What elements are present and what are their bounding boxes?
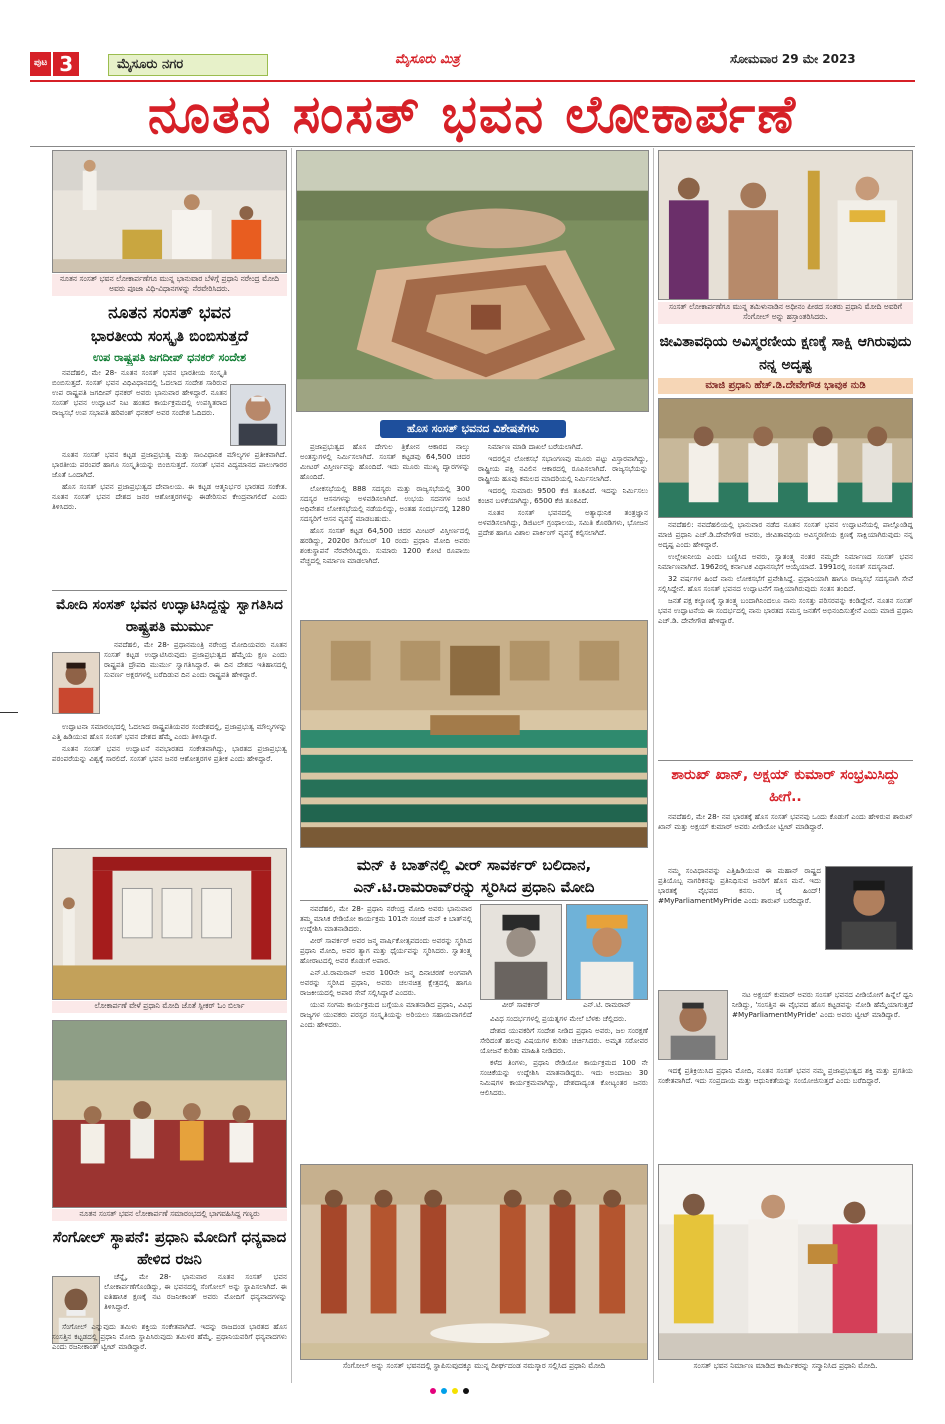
puja-photo (52, 150, 287, 273)
sengol-handover-photo (658, 150, 913, 300)
akshay-kumar-portrait (658, 990, 728, 1060)
story-title: ಶಾರುಖ್ ಖಾನ್, ಅಕ್ಷಯ್ ಕುಮಾರ್ ಸಂಭ್ರಮಿಸಿದ್ದು ಹೀಗೆ.. (671, 767, 900, 805)
lok-sabha-chamber-photo (300, 620, 648, 848)
story-title: ಮನ್ ಕಿ ಬಾತ್‌ನಲ್ಲಿ ವೀರ್ ಸಾವರ್ಕರ್ ಬಲಿದಾನ, (356, 856, 592, 874)
story-body-left: ನವದೆಹಲಿ, ಮೇ 28- ಪ್ರಧಾನಿ ನರೇಂದ್ರ ಮೋದಿ ಅವರು ಭಾನುವಾರ ತಮ್ಮ ಮಾಸಿಕ ರೇಡಿಯೋ ಕಾರ್ಯಕ್ರಮ 101ನೇ ಸಂಚಿಕೆ ಮನ್ ಕಿ ಬಾತ್‌ನಲ್ಲಿ ಉದ್ದೇಶಿಸಿ ಮಾತನಾಡಿದರು. ವೀರ್ ಸಾವರ್ಕರ್ ಅವರ ಜನ್ಮ ವಾರ್ಷಿಕೋತ್ಸವದಂದು ಅವರನ್ನು ಸ್ಮರಿಸಿದ ಪ್ರಧಾನಿ ಮೋದಿ, ಅವರ ತ್ಯಾಗ ಮತ್ತು ಧೈರ್ಯವನ್ನು ಸ್ಮರಿಸಿದರು. ಸ್ವಾತಂತ್ರ್ಯ ಹೋರಾಟದಲ್ಲಿ ಅವರ ಕೊಡುಗೆ ಅಪಾರ. ಎನ್.ಟಿ.ರಾಮರಾವ್ ಅವರ 100ನೇ ಜನ್ಮ ದಿನಾಚರಣೆ ಅಂಗವಾಗಿ ಅವರನ್ನು ಸ್ಮರಿಸಿದ ಪ್ರಧಾನಿ, ಅವರು ಚಲನಚಿತ್ರ ಕ್ಷೇತ್ರದಲ್ಲಿ ಹಾಗೂ ರಾಜಕೀಯದಲ್ಲಿ ಅಪಾರ ಸೇವೆ ಸಲ್ಲಿಸಿದ್ದಾರೆ ಎಂದರು. ಯುವ ಸಂಗಮ ಕಾರ್ಯಕ್ರಮದ ಬಗ್ಗೆಯೂ ಮಾತನಾಡಿದ ಪ್ರಧಾನಿ, ವಿವಿಧ ರಾಜ್ಯಗಳ ಯುವಕರು ಪರಸ್ಪರ ಸಂಸ್ಕೃತಿಯನ್ನು ಅರಿಯಲು ಸಹಾಯವಾಗಲಿದೆ ಎಂದು ಹೇಳಿದರು. (300, 904, 472, 1029)
paper-date: ಸೋಮವಾರ 29 ಮೇ 2023 (730, 52, 856, 66)
story-body: ನಮ್ಮ ಸಂವಿಧಾನವನ್ನು ಎತ್ತಿಹಿಡಿಯುವ ಈ ಮಹಾನ್ ರಾಷ್ಟ್ರದ ಪ್ರತಿಯೊಬ್ಬ ನಾಗರಿಕನನ್ನು ಪ್ರತಿನಿಧಿಸುವ ಜನರಿಗೆ ಹೊಸ ಮನೆ. ಇದು ಭಾರತಕ್ಕೆ ವೈಭವದ ಕನಸು. ಜೈ ಹಿಂದ್! #MyParliamentMyPride ಎಂದು ಶಾರುಖ್ ಬರೆದಿದ್ದಾರೆ. (658, 866, 821, 905)
headline-rule (30, 146, 915, 147)
ntr-label: ಎನ್.ಟಿ. ರಾಮರಾವ್ (583, 1001, 631, 1009)
dhankhar-portrait (230, 384, 286, 446)
story-title: ಭಾರತೀಯ ಸಂಸ್ಕೃತಿ ಬಿಂಬಿಸುತ್ತದೆ (90, 327, 249, 345)
page-label: ಪುಟ (30, 52, 51, 76)
parliament-aerial-photo (296, 150, 649, 412)
story-body: ಇದಕ್ಕೆ ಪ್ರತಿಕ್ರಿಯಿಸಿದ ಪ್ರಧಾನಿ ಮೋದಿ, ನೂತನ ಸಂಸತ್ ಭವನ ನಮ್ಮ ಪ್ರಜಾಪ್ರಭುತ್ವದ ಶಕ್ತಿ ಮತ್ತು ಪ್ರಗತಿಯ ಸಂಕೇತವಾಗಿದೆ. ಇದು ಸಂಪ್ರದಾಯ ಮತ್ತು ಆಧುನಿಕತೆಯನ್ನು ಸಂಯೋಜಿಸುತ್ತದೆ ಎಂದು ಬರೆದಿದ್ದಾರೆ. (658, 1066, 913, 1085)
story-body: ನೂತನ ಸಂಸತ್ ಭವನ ಕಟ್ಟಡ ಪ್ರಜಾಪ್ರಭುತ್ವ ಮತ್ತು ಸಾಂವಿಧಾನಿಕ ಮೌಲ್ಯಗಳ ಪ್ರತೀಕವಾಗಿದೆ. ಭಾರತೀಯ ಪರಂಪರೆ ಹಾಗೂ ಸಂಸ್ಕೃತಿಯನ್ನು ಬಿಂಬಿಸುತ್ತದೆ. ಸಂಸತ್ ಭವನ ವಿದ್ಯಮಾನದ ಪಾಲುಗಾರರ ಜೊತೆ ಒಂದಾಗಿದೆ. ಹೊಸ ಸಂಸತ್ ಭವನ ಪ್ರಜಾಪ್ರಭುತ್ವದ ದೇವಾಲಯ. ಈ ಕಟ್ಟಡ ಆತ್ಮನಿರ್ಭರ ಭಾರತದ ಸಂಕೇತ. ನೂತನ ಸಂಸತ್ ಭವನ ದೇಶದ ಜನರ ಆಶೋತ್ತರಗಳನ್ನು ಈಡೇರಿಸುವ ಕೇಂದ್ರವಾಗಲಿದೆ ಎಂದು ತಿಳಿಸಿದರು. (52, 450, 287, 511)
story-body: ನವದೆಹಲಿ, ಮೇ 28- ನವ ಭಾರತಕ್ಕೆ ಹೊಸ ಸಂಸತ್ ಭವನವು ಒಂದು ಕೊಡುಗೆ ಎಂದು ಹೇಳಿರುವ ಶಾರುಖ್ ಖಾನ್ ಮತ್ತು ಅಕ್ಷಯ್ ಕುಮಾರ್ ಅವರು ವೀಡಿಯೋ ಟ್ವೀಟ್ ಮಾಡಿದ್ದಾರೆ. (658, 812, 913, 831)
column-divider (291, 148, 292, 1383)
story-title: ಸೆಂಗೋಲ್ ಸ್ಥಾಪನೆ: ಪ್ರಧಾನಿ ಮೋದಿಗೆ ಧನ್ಯವಾದ ಹೇಳಿದ ರಜನಿ (52, 1228, 287, 1268)
column-divider (653, 148, 654, 1383)
plaque-unveiling-photo (52, 848, 287, 1000)
features-body-right: ನಿರ್ಮಾಣ ಮಾಡಿ ದಾಖಲೆ ಬರೆಯಲಾಗಿದೆ. ಇದರಲ್ಲಿನ ಲೋಕಸಭೆ ಸಭಾಂಗಣವು ಮೂರು ಪಟ್ಟು ವಿಸ್ತಾರವಾಗಿದ್ದು, ರಾಷ್ಟ್ರೀಯ ಪಕ್ಷಿ ನವಿಲಿನ ಆಕಾರದಲ್ಲಿ ರೂಪಿಸಲಾಗಿದೆ. ರಾಜ್ಯಸಭೆಯನ್ನು ರಾಷ್ಟ್ರೀಯ ಹೂವು ಕಮಲದ ಮಾದರಿಯಲ್ಲಿ ನಿರ್ಮಿಸಲಾಗಿದೆ. ಇದರಲ್ಲಿ ಸುಮಾರು 9500 ಕೆಜಿ ತೂಕವಿದೆ. ಇದನ್ನು ನಿರ್ಮಿಸಲು ಕಂಚಿನ ಬಳಕೆಯಾಗಿದ್ದು, 6500 ಕೆಜಿ ತೂಕವಿದೆ. ನೂತನ ಸಂಸತ್ ಭವನದಲ್ಲಿ ಅತ್ಯಾಧುನಿಕ ತಂತ್ರಜ್ಞಾನ ಅಳವಡಿಸಲಾಗಿದ್ದು, ಡಿಜಿಟಲ್ ಗ್ರಂಥಾಲಯ, ಸಮಿತಿ ಕೊಠಡಿಗಳು, ಭೋಜನ ಪ್ರದೇಶ ಹಾಗೂ ವಿಶಾಲ ಪಾರ್ಕಿಂಗ್ ವ್ಯವಸ್ಥೆ ಕಲ್ಪಿಸಲಾಗಿದೆ. (478, 442, 648, 537)
story-body-right: ವಿವಿಧ ಸಂದರ್ಭಗಳಲ್ಲಿ ಪ್ರಯತ್ನಗಳ ಮೇಲೆ ಬೆಳಕು ಚೆಲ್ಲಿದರು. ದೇಶದ ಯುವಕರಿಗೆ ಸಂದೇಶ ನೀಡಿದ ಪ್ರಧಾನಿ ಅವರು, ಜಲ ಸಂರಕ್ಷಣೆ ಸೇರಿದಂತೆ ಹಲವು ವಿಷಯಗಳ ಕುರಿತು ಚರ್ಚಿಸಿದರು. ಅಮೃತ ಸರೋವರ ಯೋಜನೆ ಕುರಿತು ಮಾಹಿತಿ ನೀಡಿದರು. ಕಳೆದ ತಿಂಗಳು, ಪ್ರಧಾನಿ ರೇಡಿಯೋ ಕಾರ್ಯಕ್ರಮದ 100 ನೇ ಸಂಚಿಕೆಯನ್ನು ಉದ್ದೇಶಿಸಿ ಮಾತನಾಡಿದ್ದರು. ಇದು ಅಂದಾಜು 30 ನಿಮಿಷಗಳ ಕಾರ್ಯಕ್ರಮವಾಗಿದ್ದು, ದೇಶದಾದ್ಯಂತ ಕೋಟ್ಯಂತರ ಜನರು ಆಲಿಸಿದರು. (480, 1014, 648, 1097)
workers-photo-caption: ಸಂಸತ್ ಭವನ ನಿರ್ಮಾಣ ಮಾಡಿದ ಕಾರ್ಮಿಕರನ್ನು ಸನ್ಮಾನಿಸಿದ ಪ್ರಧಾನಿ ಮೋದಿ. (658, 1361, 913, 1373)
yellow-mark (452, 1388, 458, 1394)
sengol-prostration-photo (300, 1164, 648, 1360)
murmu-portrait (52, 652, 100, 714)
workers-felicitation-photo (658, 1164, 913, 1360)
story-body: ನವದೆಹಲಿ, ಮೇ 28- ನೂತನ ಸಂಸತ್ ಭವನ ಭಾರತೀಯ ಸಂಸ್ಕೃತಿ ಬಿಂಬಿಸುತ್ತದೆ. ಸಂಸತ್ ಭವನ ವಿಧಿವಿಧಾನದಲ್ಲಿ ಓದಲಾದ ಸಂದೇಶ ಸಾರಿರುವ ಉಪ ರಾಷ್ಟ್ರಪತಿ ಜಗದೀಪ್ ಧನಕರ್ ಅವರು ಭಾನುವಾರ ಹೇಳಿದ್ದಾರೆ. ನೂತನ ಸಂಸತ್ ಭವನ ಉದ್ಘಾಟನೆ ನಿಟ ಹಂತದ ಕಾರ್ಯಕ್ರಮದಲ್ಲಿ ಉಪಸ್ಥಿತರಾದ ರಾಜ್ಯಸಭೆ ಉಪ ಸಭಾಪತಿ ಹರಿವಂಶ್ ಧನಕರ್ ಅವರ ಸಂದೇಶ ಓದಿದರು. (52, 368, 227, 417)
story-divider (658, 760, 913, 761)
masthead-rule (30, 80, 915, 82)
page-number: 3 (53, 52, 79, 76)
story-title: ಮೋದಿ ಸಂಸತ್ ಭವನ ಉದ್ಘಾಟಿಸಿದ್ದನ್ನು ಸ್ವಾಗತಿಸಿದ ರಾಷ್ಟ್ರಪತಿ ಮುರ್ಮು (56, 597, 283, 635)
plaque-photo-caption: ಲೋಕಾರ್ಪಣೆ ವೇಳೆ ಪ್ರಧಾನಿ ಮೋದಿ ಜೊತೆ ಸ್ಪೀಕರ್ ಓಂ ಬಿರ್ಲಾ (52, 1001, 287, 1013)
story-body: ಸೆಂಗೋಲ್ ಎನ್ನುವುದು ತಮಿಳು ಶಕ್ತಿಯ ಸಂಕೇತವಾಗಿದೆ. ಇದನ್ನು ರಾಜದಂಡ ಭಾರತದ ಹೊಸ ಸಂಸತ್ತಿನ ಕಟ್ಟಡದಲ್ಲಿ ಪ್ರಧಾನಿ ಮೋದಿ ಸ್ಥಾಪಿಸಿರುವುದು ತಮಿಳರ ಹೆಮ್ಮೆ. ಪ್ರಧಾನಿಯವರಿಗೆ ಧನ್ಯವಾದಗಳು ಎಂದು ರಜನೀಕಾಂತ್ ಟ್ವೀಟ್ ಮಾಡಿದ್ದಾರೆ. (52, 1322, 287, 1351)
story-divider (300, 900, 648, 901)
features-body-left: ಪ್ರಜಾಪ್ರಭುತ್ವದ ಹೊಸ ದೇಗುಲ ತ್ರಿಕೋನ ಆಕಾರದ ನಾಲ್ಕು ಅಂತಸ್ತುಗಳಲ್ಲಿ ನಿರ್ಮಿಸಲಾಗಿದೆ. ಸಂಸತ್ ಕಟ್ಟಡವು 64,500 ಚದರ ಮೀಟರ್ ವಿಸ್ತೀರ್ಣವನ್ನು ಹೊಂದಿದೆ. ಇದು ಮೂರು ಮುಖ್ಯ ದ್ವಾರಗಳನ್ನು ಹೊಂದಿದೆ. ಲೋಕಸಭೆಯಲ್ಲಿ 888 ಸದಸ್ಯರು ಮತ್ತು ರಾಜ್ಯಸಭೆಯಲ್ಲಿ 300 ಸದಸ್ಯರ ಆಸನಗಳನ್ನು ಅಳವಡಿಸಲಾಗಿದೆ. ಉಭಯ ಸದನಗಳ ಜಂಟಿ ಅಧಿವೇಶನ ಲೋಕಸಭೆಯಲ್ಲಿ ನಡೆಯಲಿದ್ದು, ಅಂತಹ ಸಂದರ್ಭದಲ್ಲಿ 1280 ಸದಸ್ಯರಿಗೆ ಆಸನ ವ್ಯವಸ್ಥೆ ಮಾಡಬಹುದು. ಹೊಸ ಸಂಸತ್ ಕಟ್ಟಡ 64,500 ಚದರ ಮೀಟರ್ ವಿಸ್ತೀರ್ಣದಲ್ಲಿ ಹರಡಿದ್ದು, 2020ರ ಡಿಸೆಂಬರ್ 10 ರಂದು ಪ್ರಧಾನಿ ಮೋದಿ ಅವರು ಶಂಕುಸ್ಥಾಪನೆ ನೆರವೇರಿಸಿದ್ದರು. ಸುಮಾರು 1200 ಕೋಟಿ ರೂಪಾಯಿ ವೆಚ್ಚದಲ್ಲಿ ನಿರ್ಮಾಣ ಮಾಡಲಾಗಿದೆ. (300, 442, 470, 565)
page-number-box (30, 52, 79, 76)
savarkar-portrait (480, 904, 562, 1000)
section-name: ಮೈಸೂರು ನಗರ (108, 54, 268, 76)
magenta-mark (430, 1388, 436, 1394)
story-body: ಚೆನ್ನೈ, ಮೇ 28- ಭಾನುವಾರ ನೂತನ ಸಂಸತ್ ಭವನ ಲೋಕಾರ್ಪಣೆಗೊಂಡಿದ್ದು, ಈ ಭವನದಲ್ಲಿ ಸೆಂಗೋಲ್ ಅನ್ನು ಸ್ಥಾಪಿಸಲಾಗಿದೆ. ಈ ಐತಿಹಾಸಿಕ ಕ್ಷಣಕ್ಕೆ ನಟ ರಜನೀಕಾಂತ್ ಅವರು ಮೋದಿಗೆ ಧನ್ಯವಾದಗಳನ್ನು ತಿಳಿಸಿದ್ದಾರೆ. (104, 1272, 287, 1311)
cyan-mark (441, 1388, 447, 1394)
story-divider (52, 590, 287, 591)
story-body: ನವದೆಹಲಿ: ನವದೆಹಲಿಯಲ್ಲಿ ಭಾನುವಾರ ನಡೆದ ನೂತನ ಸಂಸತ್ ಭವನ ಉದ್ಘಾಟನೆಯಲ್ಲಿ ಪಾಲ್ಗೊಂಡಿದ್ದ ಮಾಜಿ ಪ್ರಧಾನಿ ಎಚ್.ಡಿ.ದೇವೇಗೌಡ ಅವರು, ಜೀವಿತಾವಧಿಯ ಅವಿಸ್ಮರಣೀಯ ಕ್ಷಣಕ್ಕೆ ಸಾಕ್ಷಿಯಾಗಿರುವುದು ನನ್ನ ಅದೃಷ್ಟ ಎಂದು ಹೇಳಿದ್ದಾರೆ. ಉಲ್ಲೇಖನೀಯ ಎಂದು ಬಣ್ಣಿಸಿದ ಅವರು, ಸ್ವಾತಂತ್ರ್ಯ ನಂತರ ನಮ್ಮದೇ ನಿರ್ಮಾಣದ ಸಂಸತ್ ಭವನ ನಿರ್ಮಾಣವಾಗಿದೆ. 1962ರಲ್ಲಿ ಕರ್ನಾಟಕ ವಿಧಾನಸಭೆಗೆ ಆಯ್ಕೆಯಾದೆ. 1991ರಲ್ಲಿ ಸಂಸತ್ ಸದಸ್ಯನಾದೆ. 32 ವರ್ಷಗಳ ಹಿಂದೆ ನಾನು ಲೋಕಸಭೆಗೆ ಪ್ರವೇಶಿಸಿದ್ದೆ. ಪ್ರಧಾನಿಯಾಗಿ ಹಾಗೂ ರಾಜ್ಯಸಭೆ ಸದಸ್ಯನಾಗಿ ಸೇವೆ ಸಲ್ಲಿಸಿದ್ದೇನೆ. ಹೊಸ ಸಂಸತ್ ಭವನದ ಉದ್ಘಾಟನೆಗೆ ಸಾಕ್ಷಿಯಾಗಿರುವುದು ಸಂತಸ ತಂದಿದೆ. ಜನತೆ ಪಕ್ಷ ಕಲ್ಯಾಣಕ್ಕೆ ಸ್ವಾತಂತ್ರ್ಯ ಬಂದಾಗಿನಿಂದಲೂ ನಾನು ಸಂಸತ್ತು ಪರಿಸರವನ್ನು ಕಂಡಿದ್ದೇನೆ. ನೂತನ ಸಂಸತ್ ಭವನ ಉದ್ಘಾಟನೆಯ ಈ ಸಂದರ್ಭದಲ್ಲಿ ನಾನು ಭಾರತದ ಸಮಸ್ತ ಜನತೆಗೆ ಅಭಿನಂದಿಸುತ್ತೇನೆ ಎಂದು ಮಾಜಿ ಪ್ರಧಾನಿ ಎಚ್.ಡಿ. ದೇವೇಗೌಡ ಹೇಳಿದ್ದಾರೆ. (658, 520, 913, 625)
story-subtitle: ಉಪ ರಾಷ್ಟ್ರಪತಿ ಜಗದೀಪ್ ಧನಕರ್ ಸಂದೇಶ (52, 350, 287, 366)
fold-mark (0, 712, 18, 713)
black-mark (463, 1388, 469, 1394)
story-title: ಜೀವಿತಾವಧಿಯ ಅವಿಸ್ಮರಣೀಯ ಕ್ಷಣಕ್ಕೆ ಸಾಕ್ಷಿ ಆಗಿರುವುದು ನನ್ನ ಅದೃಷ್ಟ (659, 334, 912, 373)
story-body: ನವದೆಹಲಿ, ಮೇ 28- ಪ್ರಧಾನಮಂತ್ರಿ ನರೇಂದ್ರ ಮೋದಿಯವರು ನೂತನ ಸಂಸತ್ ಕಟ್ಟಡ ಉದ್ಘಾಟಿಸಿರುವುದು ಪ್ರಜಾಪ್ರಭುತ್ವದ ಹೆಮ್ಮೆಯ ಕ್ಷಣ ಎಂದು ರಾಷ್ಟ್ರಪತಿ ದ್ರೌಪದಿ ಮುರ್ಮು ಸ್ವಾಗತಿಸಿದ್ದಾರೆ. ಈ ದಿನ ದೇಶದ ಇತಿಹಾಸದಲ್ಲಿ ಸುವರ್ಣ ಅಕ್ಷರಗಳಲ್ಲಿ ಬರೆದಿಡುವ ದಿನ ಎಂದು ರಾಷ್ಟ್ರಪತಿ ಹೇಳಿದ್ದಾರೆ. (104, 640, 287, 679)
savarkar-label: ವೀರ್ ಸಾವರ್ಕರ್ (501, 1001, 541, 1009)
story-title: ಎನ್.ಟಿ.ರಾಮರಾವ್‌ರನ್ನು ಸ್ಮರಿಸಿದ ಪ್ರಧಾನಿ ಮೋದಿ (353, 878, 595, 896)
dignitaries-photo-caption: ನೂತನ ಸಂಸತ್ ಭವನ ಲೋಕಾರ್ಪಣೆ ಸಮಾರಂಭದಲ್ಲಿ ಭಾಗವಹಿಸಿದ್ದ ಗಣ್ಯರು (52, 1209, 287, 1221)
ntr-portrait (566, 904, 648, 1000)
puja-photo-caption: ನೂತನ ಸಂಸತ್ ಭವನ ಲೋಕಾರ್ಪಣೆಗೂ ಮುನ್ನ ಭಾನುವಾರ ಬೆಳಿಗ್ಗೆ ಪ್ರಧಾನಿ ನರೇಂದ್ರ ಮೋದಿ ಅವರು ಪೂಜಾ ವಿಧಿ-ವಿಧಾನಗಳನ್ನು ನೆರವೇರಿಸಿದರು. (52, 274, 287, 296)
story-body: ಉದ್ಘಾಟನಾ ಸಮಾರಂಭದಲ್ಲಿ ಓದಲಾದ ರಾಷ್ಟ್ರಪತಿಯವರ ಸಂದೇಶದಲ್ಲಿ, ಪ್ರಜಾಪ್ರಭುತ್ವ ಮೌಲ್ಯಗಳನ್ನು ಎತ್ತಿ ಹಿಡಿಯುವ ಹೊಸ ಸಂಸತ್ ಭವನ ದೇಶದ ಹೆಮ್ಮೆ ಎಂದು ತಿಳಿಸಿದ್ದಾರೆ. ನೂತನ ಸಂಸತ್ ಭವನ ಉದ್ಘಾಟನೆ ನವಭಾರತದ ಸಂಕೇತವಾಗಿದ್ದು, ಭಾರತದ ಪ್ರಜಾಪ್ರಭುತ್ವ ಪರಂಪರೆಯನ್ನು ವಿಶ್ವಕ್ಕೆ ಸಾರಲಿದೆ. ಸಂಸತ್ ಭವನ ಜನರ ಆಶೋತ್ತರಗಳ ಪ್ರತೀಕ ಎಂದು ಹೇಳಿದ್ದಾರೆ. (52, 722, 287, 763)
story-body: ನಟ ಅಕ್ಷಯ್ ಕುಮಾರ್ ಅವರು ಸಂಸತ್ ಭವನದ ವೀಡಿಯೋಗೆ ಹಿನ್ನೆಲೆ ಧ್ವನಿ ನೀಡಿದ್ದು, 'ಸಂಸತ್ತಿನ ಈ ವೈಭವದ ಹೊಸ ಕಟ್ಟಡವನ್ನು ನೋಡಿ ಹೆಮ್ಮೆಯಾಗುತ್ತದೆ #MyParliamentMyPride' ಎಂದು ಅವರು ಟ್ವೀಟ್ ಮಾಡಿದ್ದಾರೆ. (732, 990, 913, 1019)
deve-gowda-photo (658, 398, 913, 518)
dignitaries-photo (52, 1020, 287, 1208)
sengol-photo-caption: ಸೆಂಗೋಲ್ ಅನ್ನು ಸಂಸತ್ ಭವನದಲ್ಲಿ ಸ್ಥಾಪಿಸುವುದಕ್ಕೂ ಮುನ್ನ ದೀರ್ಘದಂಡ ನಮಸ್ಕಾರ ಸಲ್ಲಿಸಿದ ಪ್ರಧಾನಿ ಮೋದಿ (300, 1361, 648, 1373)
features-banner: ಹೊಸ ಸಂಸತ್ ಭವನದ ವಿಶೇಷತೆಗಳು (380, 420, 566, 438)
print-registration-marks (430, 1388, 469, 1394)
paper-name: ಮೈಸೂರು ಮಿತ್ರ (395, 52, 460, 67)
shah-rukh-khan-portrait (825, 866, 913, 950)
story-title: ನೂತನ ಸಂಸತ್ ಭವನ (108, 303, 231, 323)
story-subtitle: ಮಾಜಿ ಪ್ರಧಾನಿ ಹೆಚ್.ಡಿ.ದೇವೇಗೌಡ ಭಾವುಕ ನುಡಿ (658, 378, 913, 394)
main-headline: ನೂತನ ಸಂಸತ್ ಭವನ ಲೋಕಾರ್ಪಣೆ (147, 85, 798, 145)
sengol-handover-caption: ಸಂಸತ್ ಲೋಕಾರ್ಪಣೆಗೂ ಮುನ್ನ ತಮಿಳುನಾಡಿನ ಅಧೀನಂ ಪೀಠದ ಸಂತರು ಪ್ರಧಾನಿ ಮೋದಿ ಅವರಿಗೆ ಸೆಂಗೋಲ್ ಅನ್ನು ಹಸ್ತಾಂತರಿಸಿದರು. (658, 302, 913, 324)
